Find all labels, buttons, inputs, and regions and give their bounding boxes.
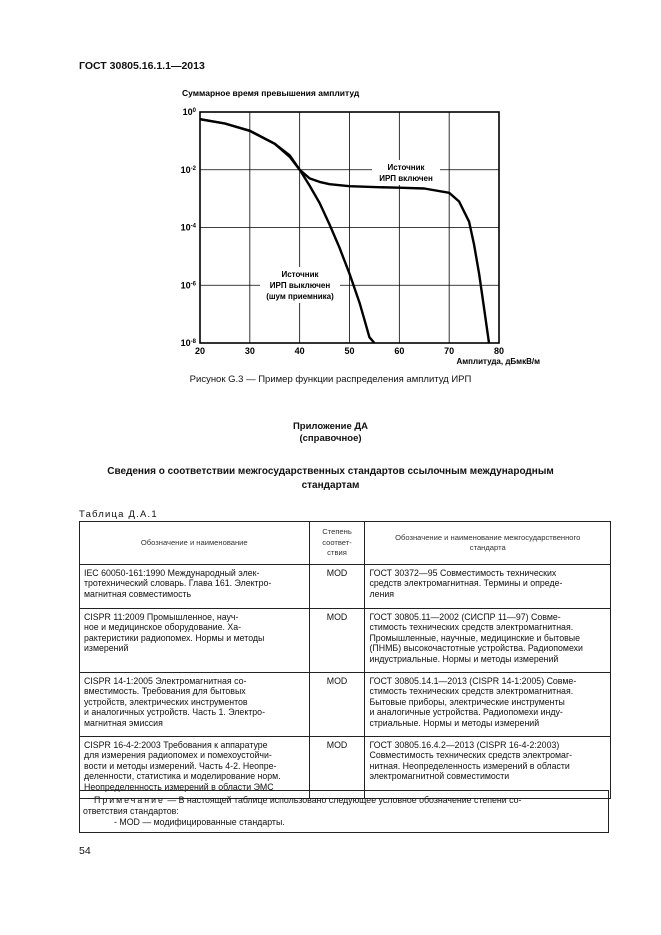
appendix-title: Приложение ДА <box>292 421 369 432</box>
table-cell: IEC 60050-161:1990 Международный элек- тротехнический словарь. Глава 161. Электро- магнитная совместимость <box>80 565 310 609</box>
section-title <box>90 465 571 493</box>
table-cell: MOD <box>309 673 365 737</box>
table-row <box>80 609 611 673</box>
x-tick-label: 60 <box>394 346 405 356</box>
y-tick-label: $10^{-6}$ <box>180 280 196 291</box>
note-line <box>80 795 608 806</box>
x-tick-labels <box>195 346 504 356</box>
table-cell: ГОСТ 30805.16.4.2—2013 (CISPR 16-4-2:2003) Совместимость технических средств электромаг- нитная. Неопределенность измерений в области электромагнитной совместимости <box>365 737 611 799</box>
note-label: Примечание <box>94 795 165 805</box>
table-cell: MOD <box>309 565 365 609</box>
annotation-label: Источник <box>281 270 319 279</box>
x-axis-label: Амплитуда, дБмкВ/м <box>456 357 540 366</box>
y-axis-label: Суммарное время превышения амплитуд <box>182 88 360 98</box>
y-tick-label: $10^{-8}$ <box>180 338 196 348</box>
standards-table <box>79 521 611 799</box>
x-tick-label: 40 <box>294 346 305 356</box>
table-header-cell: Обозначение и наименование межгосударственного стандарта <box>365 522 611 565</box>
figure-caption: Рисунок G.3 — Пример функции распределения амплитуд ИРП <box>189 374 472 385</box>
note-line: - MOD — модифицированные стандарты. <box>114 817 285 827</box>
table-cell: ГОСТ 30805.11—2002 (СИСПР 11—97) Совме- стимость технических средств электромагнитная. Промышленные, научные, медицинские и бытовые (ПНМБ) высокочастотные устройства. Радиопомехи индустриальные. Нормы и методы измерений <box>365 609 611 673</box>
chart-grid <box>200 112 499 343</box>
annotation-label: (шум приемника) <box>266 292 334 301</box>
x-tick-label: 30 <box>244 346 255 356</box>
x-tick-label: 50 <box>344 346 355 356</box>
chart-annotations <box>260 160 440 303</box>
table-header-cell: Степень соответ- ствия <box>309 522 365 565</box>
annotation-label: ИРП включен <box>379 174 433 183</box>
table-header-row <box>80 522 611 565</box>
table-cell: CISPR 16-4-2:2003 Требования к аппаратуре для измерения радиопомех и помехоустойчи- вости и методы измерений. Часть 4-2. Неопре- деленности, статистика и моделирование норм. Неопределенность измерений в области ЭМС <box>80 737 310 799</box>
y-tick-label: $10^{-2}$ <box>180 164 196 175</box>
table-cell: CISPR 11:2009 Промышленное, науч- ное и медицинское оборудование. Ха- рактеристики радиопомех. Нормы и методы измерений <box>80 609 310 673</box>
appendix-subtitle: (справочное) <box>299 433 362 444</box>
x-tick-label: 20 <box>194 346 206 356</box>
table-cell: MOD <box>309 609 365 673</box>
x-tick-label: 70 <box>444 346 455 356</box>
y-tick-label: $10^0$ <box>182 107 196 117</box>
table-note <box>79 790 609 833</box>
series-line-2 <box>200 119 489 343</box>
annotation-label: Источник <box>387 163 425 172</box>
table-cell: MOD <box>309 737 365 799</box>
table-cell: ГОСТ 30805.14.1—2013 (CISPR 14-1:2005) Совме- стимость технических средств электромагнитная. Бытовые приборы, электрические инструменты и аналогичные устройства. Радиопомехи инду- стриальные. Нормы и методы измерений <box>365 673 611 737</box>
table-cell: CISPR 14-1:2005 Электромагнитная со- вместимость. Требования для бытовых устройств, электрических инструментов и аналогичных устройств. Часть 1. Электро- магнитная эмиссия <box>80 673 310 737</box>
y-tick-labels <box>181 107 197 348</box>
x-tick-label: 80 <box>493 346 505 356</box>
annotation-label: ИРП выключен <box>269 281 331 290</box>
appendix-heading <box>0 421 661 445</box>
amplitude-distribution-chart <box>0 0 661 370</box>
y-tick-label: $10^{-4}$ <box>180 222 196 233</box>
table-cell: ГОСТ 30372—95 Совместимость технических средств электромагнитная. Термины и опреде- ления <box>365 565 611 609</box>
table-caption: Таблица Д.А.1 <box>79 509 158 520</box>
table-row <box>80 565 611 609</box>
section-title-line: Сведения о соответствии межгосударственных стандартов ссылочным международным <box>107 466 554 477</box>
table-header-cell: Обозначение и наименование <box>80 522 310 565</box>
document-header: ГОСТ 30805.16.1.1—2013 <box>79 60 205 72</box>
note-text: — В настоящей таблице использовано следующее условное обозначение степени со- <box>164 795 522 805</box>
section-title-line: стандартам <box>301 480 360 491</box>
table-row <box>80 673 611 737</box>
chart-series <box>200 119 489 343</box>
page-number: 54 <box>79 845 91 857</box>
note-line: ответствия стандартов: <box>83 806 179 816</box>
